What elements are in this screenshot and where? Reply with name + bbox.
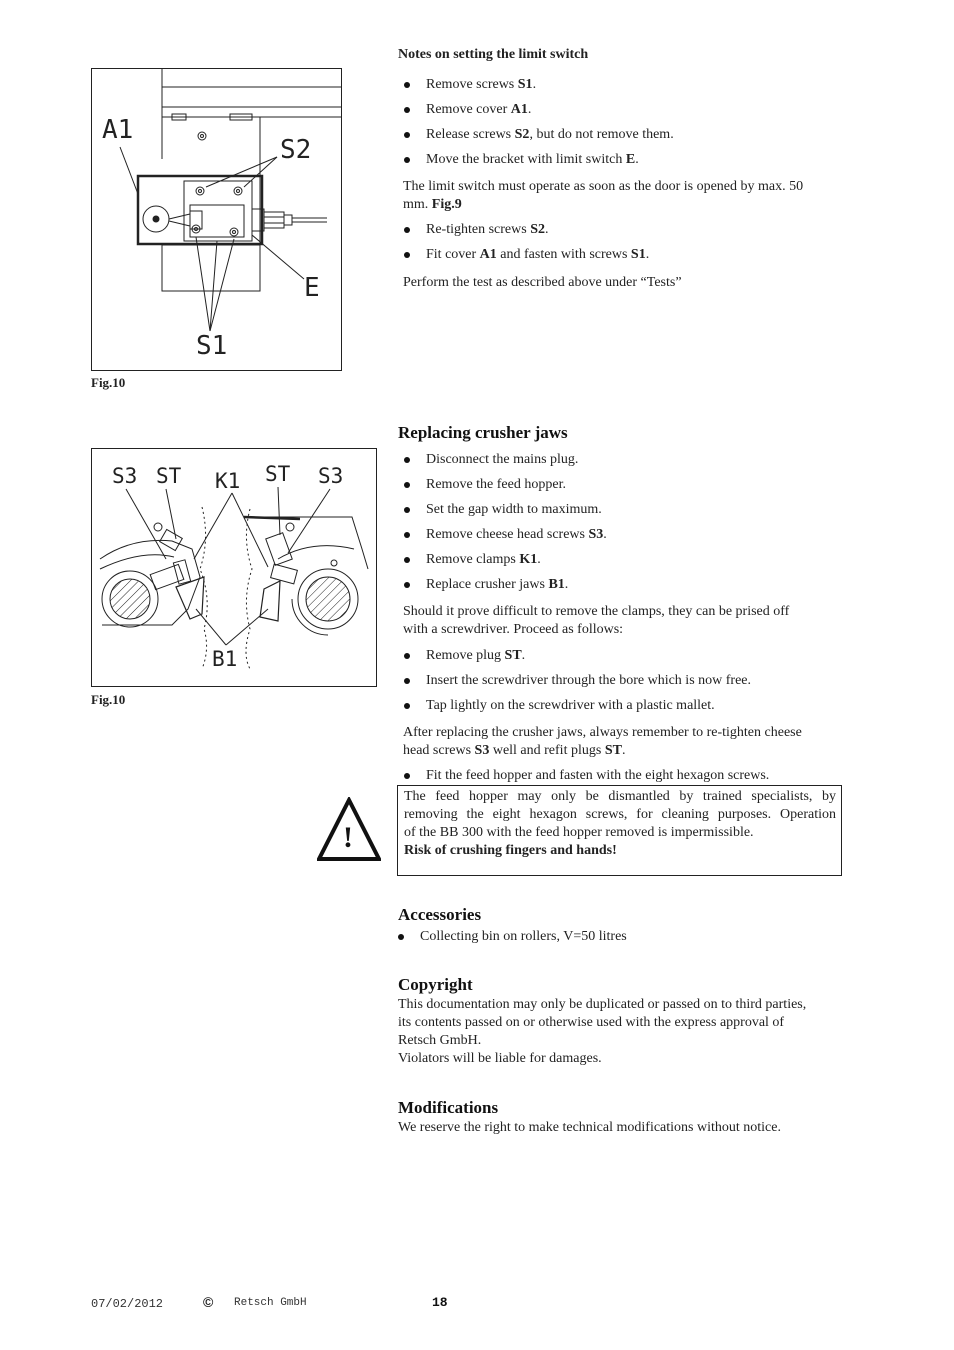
footer-company: Retsch GmbH (234, 1297, 307, 1309)
figure-caption: Fig.10 (91, 375, 126, 390)
label-s1: S1 (196, 331, 228, 361)
label-e: E (304, 273, 320, 303)
paragraph: After replacing the crusher jaws, always remember to re-tighten cheese head screws S3 well and refit plugs ST. (403, 725, 802, 758)
figure-crusher-jaws (91, 448, 377, 687)
section-heading: Notes on setting the limit switch (398, 47, 589, 62)
label-st-right: ST (265, 462, 291, 486)
warning-icon: ! (317, 797, 381, 861)
label-s3-right: S3 (318, 464, 344, 488)
label-st-left: ST (156, 464, 182, 488)
section-heading: Replacing crusher jaws (398, 423, 568, 442)
figure-caption: Fig.10 (91, 692, 126, 707)
warning-text: of the BB 300 with the feed hopper removed is impermissible. (404, 825, 754, 840)
page-number: 18 (432, 1295, 448, 1310)
label-k1: K1 (215, 469, 241, 493)
figure-limit-switch (91, 68, 342, 371)
label-b1: B1 (212, 647, 238, 671)
paragraph: Should it prove difficult to remove the clamps, they can be prised off with a screwdriver. Proceed as follows: (403, 604, 790, 637)
warning-emphasis: Risk of crushing fingers and hands! (404, 843, 617, 858)
label-s3-left: S3 (112, 464, 138, 488)
paragraph: The limit switch must operate as soon as the door is opened by max. 50 mm. Fig.9 (403, 179, 804, 212)
paragraph: We reserve the right to make technical modifications without notice. (398, 1120, 781, 1135)
warning-text: The feed hopper may only be dismantled by trained specialists, by (404, 789, 836, 804)
section-heading: Accessories (398, 905, 482, 924)
paragraph: Perform the test as described above under “Tests” (403, 275, 682, 290)
label-s2: S2 (280, 135, 312, 165)
paragraph: This documentation may only be duplicated or passed on to third parties, its contents passed on or otherwise used with the express approval of Retsch GmbH. Violators will be liable for damages. (398, 997, 807, 1066)
section-heading: Copyright (398, 975, 473, 994)
label-a1: A1 (102, 115, 134, 145)
copyright-symbol: © (203, 1294, 214, 1310)
warning-box (397, 785, 842, 876)
footer-date: 07/02/2012 (91, 1297, 164, 1311)
warning-text: removing the eight hexagon screws, for cleaning purposes. Operation (404, 807, 836, 822)
section-heading: Modifications (398, 1098, 499, 1117)
